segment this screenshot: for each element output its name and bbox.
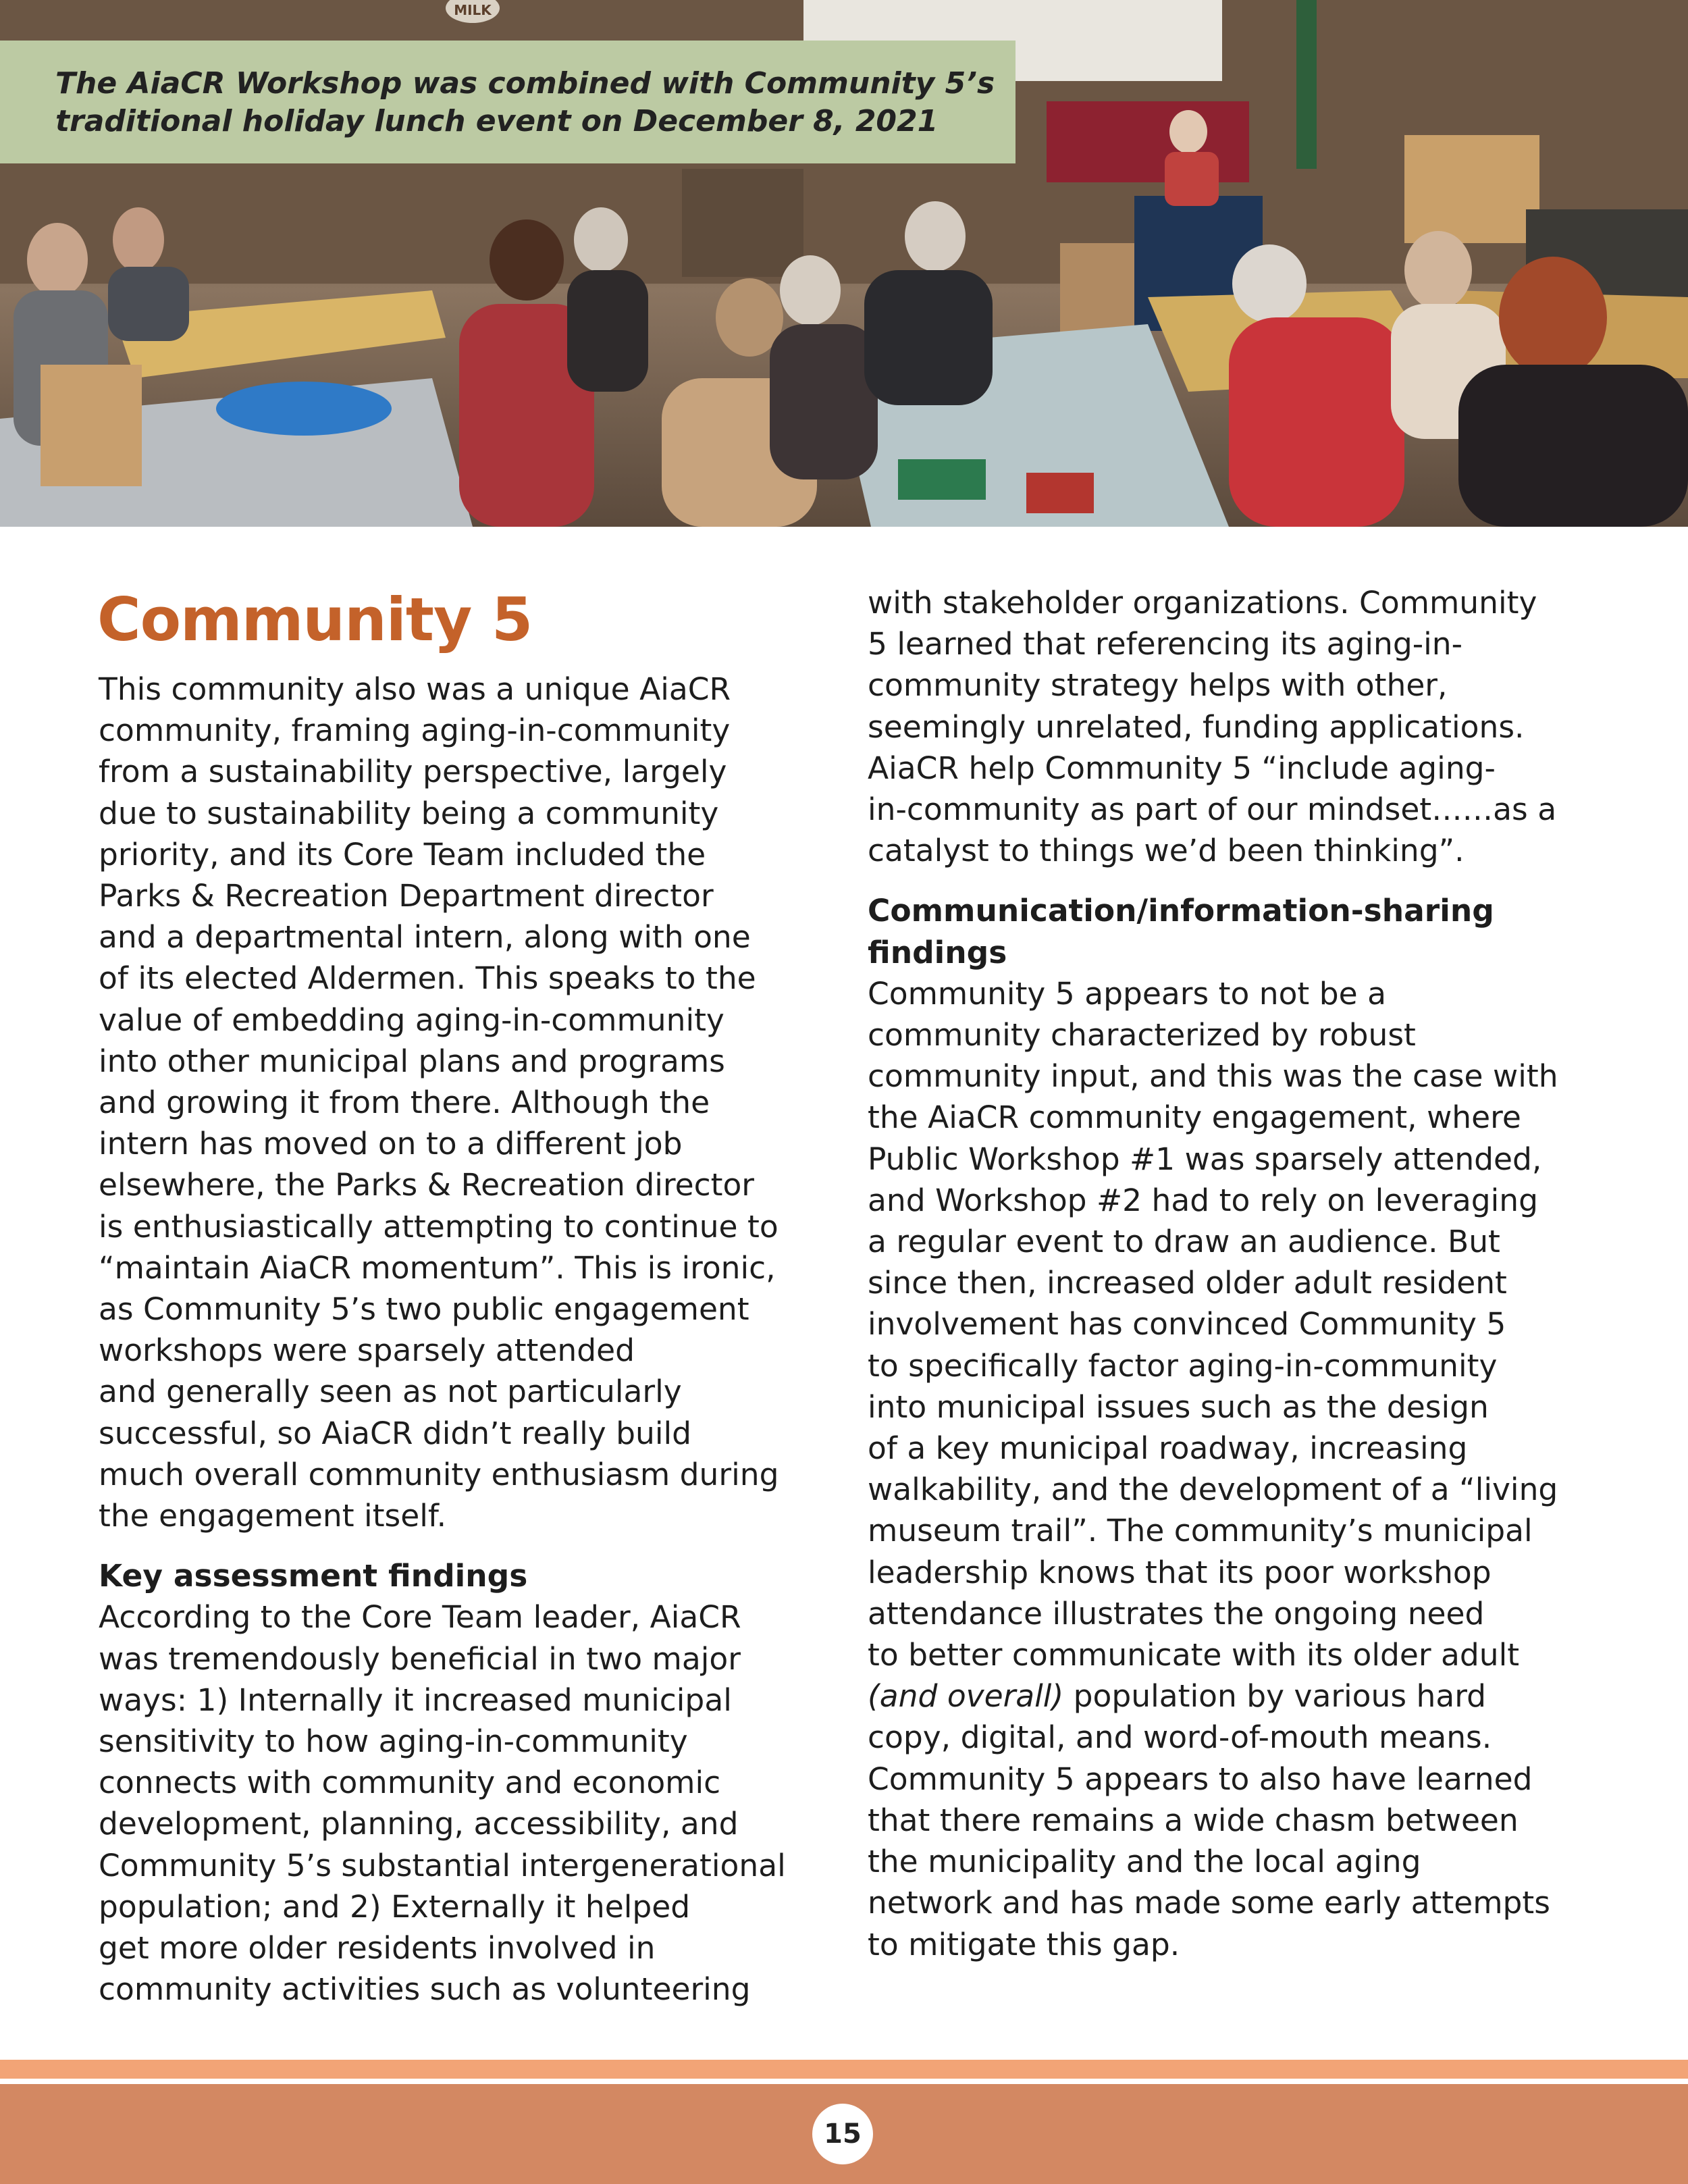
text-after-italic: population by various hard: [1063, 1678, 1487, 1715]
text-line: workshops were sparsely attended: [99, 1332, 635, 1369]
text-line: involvement has convinced Community 5: [868, 1306, 1506, 1343]
text-line: was tremendously beneficial in two major: [99, 1640, 741, 1677]
text-line: of a key municipal roadway, increasing: [868, 1430, 1468, 1467]
text-line: community strategy helps with other,: [868, 667, 1448, 704]
text-line: since then, increased older adult resident: [868, 1265, 1507, 1301]
text-line: due to sustainability being a community: [99, 795, 719, 831]
left-column: [99, 582, 828, 2010]
text-line: connects with community and economic: [99, 1765, 721, 1801]
page-number: 15: [812, 2104, 873, 2164]
text-line: that there remains a wide chasm between: [868, 1802, 1519, 1838]
text-line: network and has made some early attempts: [868, 1885, 1550, 1921]
text-line: much overall community enthusiasm during: [99, 1456, 779, 1492]
intro-paragraph: [99, 669, 828, 1536]
text-line: and a departmental intern, along with one: [99, 919, 751, 956]
text-line: “maintain AiaCR momentum”. This is ironic,: [99, 1249, 776, 1286]
text-line: into municipal issues such as the design: [868, 1388, 1489, 1425]
text-line: This community also was a unique AiaCR: [99, 671, 731, 707]
text-line: leadership knows that its poor workshop: [868, 1554, 1492, 1590]
text-line: elsewhere, the Parks & Recreation director: [99, 1167, 754, 1203]
text-line: intern has moved on to a different job: [99, 1126, 683, 1162]
text-line: and Workshop #2 had to rely on leveraging: [868, 1182, 1539, 1218]
text-line: priority, and its Core Team included the: [99, 836, 706, 873]
italic-phrase: (and overall): [868, 1678, 1064, 1715]
text-line: a regular event to draw an audience. But: [868, 1224, 1500, 1260]
text-line: AiaCR help Community 5 “include aging-: [868, 750, 1496, 786]
text-line: Parks & Recreation Department director: [99, 878, 714, 914]
text-line: development, planning, accessibility, and: [99, 1806, 739, 1842]
right-column: [868, 582, 1604, 1965]
text-line: and generally seen as not particularly: [99, 1374, 682, 1410]
text-line: with stakeholder organizations. Community: [868, 585, 1537, 621]
text-line: the AiaCR community engagement, where: [868, 1099, 1521, 1136]
heading-line: Communication/information-sharing: [868, 893, 1494, 929]
continued-paragraph: [868, 582, 1604, 871]
text-line: Public Workshop #1 was sparsely attended,: [868, 1141, 1542, 1177]
caption-line-2: traditional holiday lunch event on December 8, 2021: [55, 104, 939, 138]
text-line: from a sustainability perspective, largely: [99, 754, 727, 790]
text-line: to better communicate with its older adult: [868, 1637, 1520, 1673]
text-line: the municipality and the local aging: [868, 1844, 1421, 1880]
text-line: the engagement itself.: [99, 1498, 447, 1534]
photo-caption: [0, 41, 1016, 163]
text-line: 5 learned that referencing its aging-in-: [868, 626, 1463, 662]
footer-divider: [0, 2079, 1688, 2084]
text-line: According to the Core Team leader, AiaCR: [99, 1599, 741, 1636]
text-line: copy, digital, and word-of-mouth means.: [868, 1719, 1492, 1756]
text-line: as Community 5’s two public engagement: [99, 1291, 749, 1328]
text-line: community activities such as volunteering: [99, 1971, 751, 2008]
text-line: Community 5’s substantial intergenerational: [99, 1847, 786, 1883]
milk-sign-text: MILK: [454, 2, 492, 18]
key-findings-paragraph: [99, 1596, 828, 2010]
text-line-with-italic: [868, 1675, 1604, 1717]
text-line: seemingly unrelated, funding applications.: [868, 708, 1525, 745]
text-line: attendance illustrates the ongoing need: [868, 1595, 1485, 1632]
text-line: sensitivity to how aging-in-community: [99, 1723, 688, 1760]
text-line: museum trail”. The community’s municipal: [868, 1513, 1533, 1549]
text-line: walkability, and the development of a “living: [868, 1472, 1558, 1508]
text-line: ways: 1) Internally it increased municipal: [99, 1682, 732, 1718]
caption-line-1: The AiaCR Workshop was combined with Community 5’s: [55, 66, 995, 101]
text-line: Community 5 appears to also have learned: [868, 1761, 1533, 1797]
text-line: and growing it from there. Although the: [99, 1085, 710, 1121]
text-line: community, framing aging-in-community: [99, 712, 731, 749]
text-line: into other municipal plans and programs: [99, 1043, 725, 1079]
heading-line: findings: [868, 934, 1007, 970]
text-line: to mitigate this gap.: [868, 1926, 1180, 1962]
text-line: population; and 2) Externally it helped: [99, 1888, 691, 1925]
text-line: is enthusiastically attempting to continue to: [99, 1208, 779, 1245]
text-line: Community 5 appears to not be a: [868, 975, 1386, 1012]
text-line: get more older residents involved in: [99, 1930, 656, 1967]
communication-paragraph: [868, 973, 1604, 1965]
footer-stripe: [0, 2060, 1688, 2079]
text-line: to specifically factor aging-in-community: [868, 1347, 1498, 1384]
text-line: value of embedding aging-in-community: [99, 1002, 724, 1038]
section-heading-communication: [868, 890, 1604, 972]
text-line: community input, and this was the case with: [868, 1058, 1558, 1095]
header-photo: [0, 0, 1688, 527]
text-line: community characterized by robust: [868, 1017, 1416, 1054]
text-line: successful, so AiaCR didn’t really build: [99, 1415, 692, 1451]
text-line: of its elected Aldermen. This speaks to the: [99, 960, 756, 997]
text-line: in-community as part of our mindset……as a: [868, 791, 1557, 828]
section-heading-key-findings: Key assessment findings: [99, 1558, 528, 1594]
page-title: Community 5: [97, 585, 533, 654]
text-line: catalyst to things we’d been thinking”.: [868, 833, 1465, 869]
